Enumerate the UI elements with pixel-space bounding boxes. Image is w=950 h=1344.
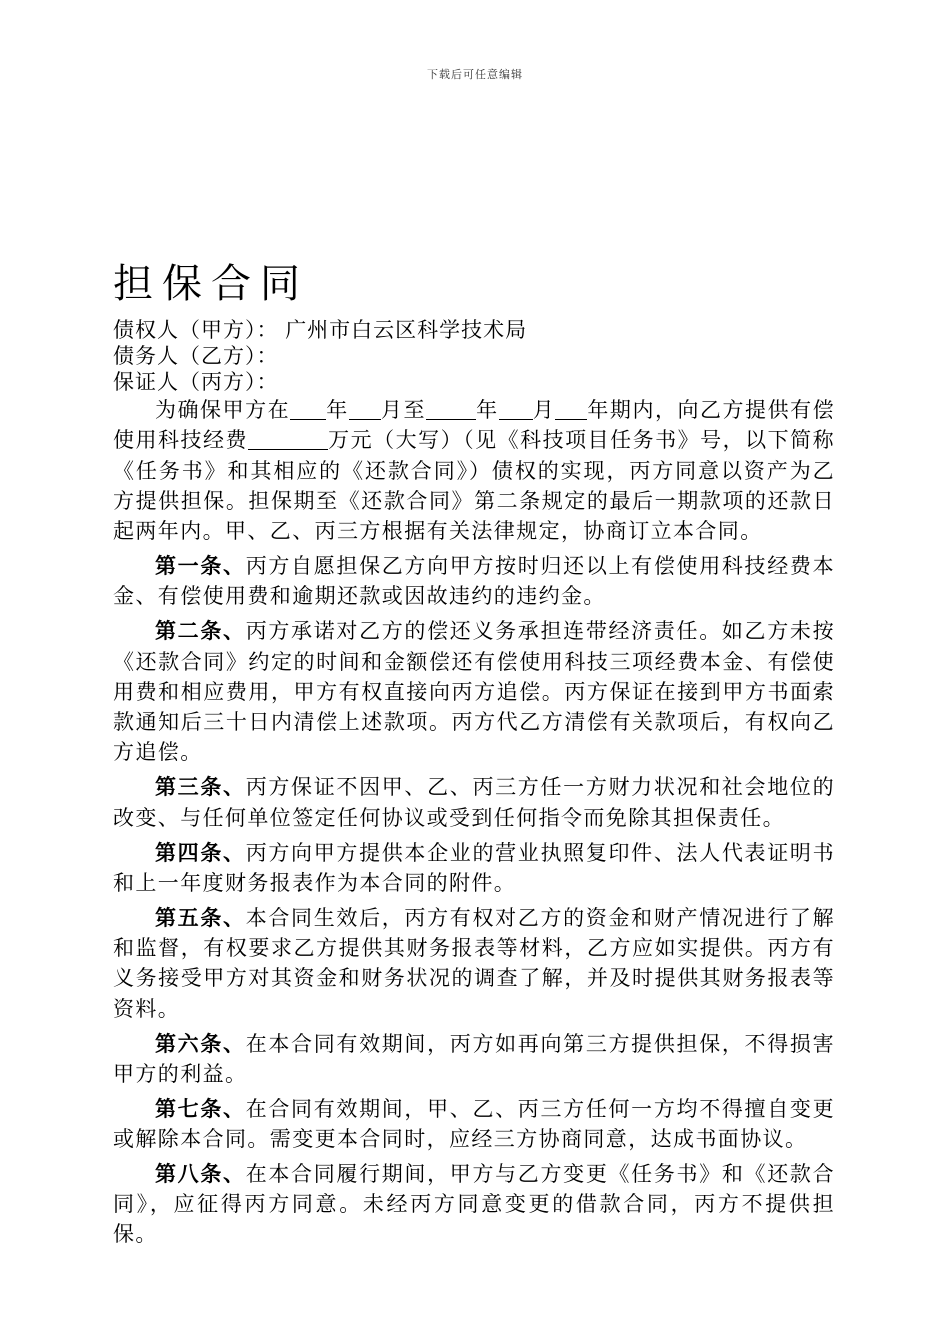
clause-number: 第八条、 [155,1160,246,1186]
blank-field [349,399,381,420]
blank-field [426,399,476,420]
preamble-text: 月 [532,398,556,422]
blank-field [290,399,326,420]
clause-5 [113,903,835,1024]
preamble-text: 年 [326,398,349,422]
party-guarantor [113,369,835,395]
party-creditor [113,317,835,343]
clause-7 [113,1094,835,1155]
document-title: 担保合同 [113,261,309,307]
clause-text: 丙方保证不因甲、乙、丙三方任一方财力状况和社会地位的改变、与任何单位签定任何协议或受到任何指令而免除其担保责任。 [113,775,835,830]
clause-3 [113,772,835,833]
clause-1 [113,551,835,612]
clause-8 [113,1159,835,1250]
clause-number: 第四条、 [155,839,246,865]
preamble-text: 年 [475,398,499,422]
clause-text: 丙方向甲方提供本企业的营业执照复印件、法人代表证明书和上一年度财务报表作为本合同的附件。 [113,840,835,895]
contract-body [113,317,835,1250]
clause-text: 本合同生效后，丙方有权对乙方的资金和财产情况进行了解和监督，有权要求乙方提供其财务报表等材料，乙方应如实提供。丙方有义务接受甲方对其资金和财务状况的调查了解，并及时提供其财务报表等资料。 [113,905,835,1021]
preamble-text: 月至 [380,398,426,422]
clause-number: 第七条、 [155,1095,246,1121]
blank-field [555,399,587,420]
clause-2 [113,616,835,767]
party-label: 债务人（乙方）： [113,344,279,368]
party-value: 广州市白云区科学技术局 [285,318,528,342]
clause-4 [113,838,835,899]
blank-field [248,429,328,450]
blank-field [499,399,533,420]
clause-text: 在本合同有效期间，丙方如再向第三方提供担保，不得损害甲方的利益。 [113,1031,835,1086]
clause-text: 丙方自愿担保乙方向甲方按时归还以上有偿使用科技经费本金、有偿使用费和逾期还款或因故违约的违约金。 [113,554,835,609]
clause-number: 第五条、 [155,904,246,930]
clause-number: 第六条、 [155,1030,246,1056]
preamble-paragraph [113,395,835,546]
preamble-text: 年期内，向乙方提供有偿使用科技经费 [113,398,836,453]
preamble-text: 万元（大写）（见《科技项目任务书》号，以下简称《任务书》和其相应的《还款合同》）债权的实现，丙方同意以资产为乙方提供担保。担保期至《还款合同》第二条规定的最后一期款项的还款日起两年内。甲、乙、丙三方根据有关法律规定，协商订立本合同。 [113,428,835,544]
clause-text: 在合同有效期间，甲、乙、丙三方任何一方均不得擅自变更或解除本合同。需变更本合同时，应经三方协商同意，达成书面协议。 [113,1096,835,1151]
clause-text: 丙方承诺对乙方的偿还义务承担连带经济责任。如乙方未按《还款合同》约定的时间和金额偿还有偿使用科技三项经费本金、有偿使用费和相应费用，甲方有权直接向丙方追偿。丙方保证在接到甲方书面索款通知后三十日内清偿上述款项。丙方代乙方清偿有关款项后，有权向乙方追偿。 [113,619,835,765]
clause-6 [113,1029,835,1090]
party-label: 债权人（甲方）： [113,318,279,342]
party-debtor [113,343,835,369]
party-label: 保证人（丙方）： [113,370,279,394]
preamble-text: 为确保甲方在 [155,398,291,422]
header-note: 下载后可任意编辑 [427,68,523,81]
clause-text: 在本合同履行期间，甲方与乙方变更《任务书》和《还款合同》，应征得丙方同意。未经丙方同意变更的借款合同，丙方不提供担保。 [113,1161,835,1247]
clause-number: 第二条、 [155,618,246,644]
clause-number: 第一条、 [155,553,246,579]
clause-number: 第三条、 [155,774,246,800]
